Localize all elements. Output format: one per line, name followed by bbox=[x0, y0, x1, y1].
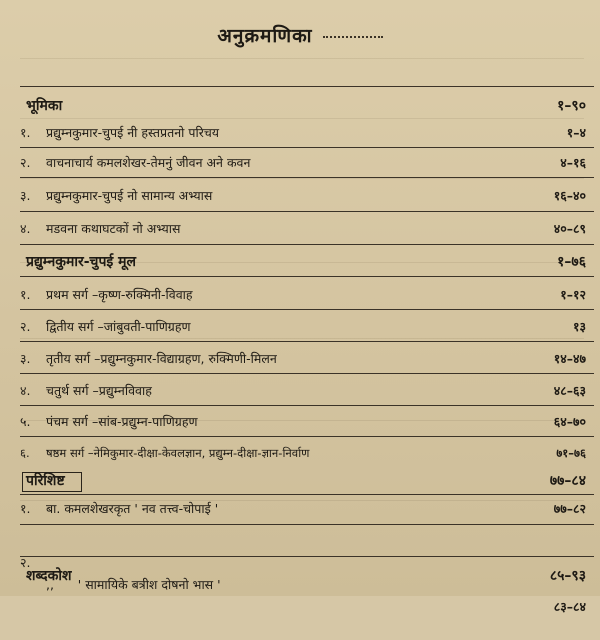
entry-pages: ७१–७६ bbox=[556, 446, 586, 460]
entry-pages: ४८–६३ bbox=[553, 383, 586, 398]
entry-pages: ४–१६ bbox=[560, 155, 586, 170]
section-rule bbox=[20, 276, 594, 277]
entry-pages: १४–४७ bbox=[553, 351, 586, 366]
entry-text: षष्ठम सर्ग –नेमिकुमार-दीक्षा-केवलज्ञान, प्रद्युम्न-दीक्षा-ज्ञान-निर्वाण bbox=[46, 446, 310, 460]
title-dots bbox=[323, 36, 383, 38]
entry-pages: ६४–७० bbox=[553, 414, 586, 429]
section-rule bbox=[20, 494, 594, 495]
entry-rule bbox=[20, 556, 594, 557]
entry-text: तृतीय सर्ग –प्रद्युम्नकुमार-विद्याग्रहण, रुक्मिणी-मिलन bbox=[46, 351, 277, 366]
section-pages: ७७–८४ bbox=[549, 473, 586, 489]
entry-pages: ४०–८९ bbox=[553, 221, 586, 236]
entry-number: ४. bbox=[20, 221, 31, 236]
page-title bbox=[0, 22, 600, 48]
toc-entry bbox=[0, 316, 600, 338]
entry-text: मडवना कथाघटकों नो अभ्यास bbox=[46, 221, 181, 236]
entry-pages: ७७–८२ bbox=[553, 501, 586, 516]
toc-entry bbox=[0, 498, 600, 520]
entry-rule bbox=[20, 524, 594, 525]
section-heading-shabdakosh bbox=[0, 564, 600, 588]
section-heading-bhumika bbox=[0, 94, 600, 118]
entry-pages: १३ bbox=[572, 319, 586, 334]
entry-number: ४. bbox=[20, 383, 31, 398]
entry-rule bbox=[20, 147, 594, 148]
toc-entry bbox=[0, 411, 600, 433]
entry-text: चतुर्थ सर्ग –प्रद्युम्नविवाह bbox=[46, 383, 152, 398]
entry-number: २. bbox=[20, 555, 31, 570]
entry-number: ६. bbox=[20, 446, 30, 460]
entry-rule bbox=[20, 177, 594, 178]
section-pages: ८५–९३ bbox=[549, 568, 586, 584]
toc-entry bbox=[0, 380, 600, 402]
section-heading-mool bbox=[0, 250, 600, 274]
entry-pages: १६–४० bbox=[553, 188, 586, 203]
bleed-through-line bbox=[20, 118, 584, 119]
section-heading-parishisht bbox=[0, 469, 600, 493]
entry-rule bbox=[20, 373, 594, 374]
entry-text: वाचनाचार्य कमलशेखर-तेमनुं जीवन अने कवन bbox=[46, 155, 251, 170]
bleed-through-line bbox=[20, 178, 584, 179]
toc-entry bbox=[0, 122, 600, 144]
bleed-through-line bbox=[20, 58, 584, 59]
section-label: प्रद्युम्नकुमार-चुपई मूल bbox=[26, 254, 137, 270]
entry-text: बा. कमलशेखरकृत ' नव तत्त्व-चोपाई ' bbox=[46, 501, 219, 516]
entry-rule bbox=[20, 244, 594, 245]
entry-text: प्रद्युम्नकुमार-चुपई नी हस्तप्रतनो परिचय bbox=[46, 125, 220, 140]
entry-number: ५. bbox=[20, 414, 31, 429]
section-rule bbox=[20, 86, 594, 87]
entry-pages: १–१२ bbox=[560, 287, 586, 302]
toc-entry bbox=[0, 218, 600, 240]
toc-entry bbox=[0, 152, 600, 174]
toc-entry bbox=[0, 185, 600, 207]
section-label: परिशिष्ट bbox=[26, 473, 65, 489]
entry-number: १. bbox=[20, 287, 31, 302]
toc-entry bbox=[0, 348, 600, 370]
title-text: अनुक्रमणिका bbox=[217, 25, 313, 47]
entry-number: १. bbox=[20, 125, 31, 140]
toc-entry bbox=[0, 442, 600, 464]
entry-text: पंचम सर्ग –सांब-प्रद्युम्न-पाणिग्रहण bbox=[46, 414, 198, 429]
bleed-through-line bbox=[20, 338, 584, 339]
entry-rule bbox=[20, 309, 594, 310]
entry-rule bbox=[20, 436, 594, 437]
entry-number: ३. bbox=[20, 188, 31, 203]
entry-text: प्रद्युम्नकुमार-चुपई नो सामान्य अभ्यास bbox=[46, 188, 213, 203]
entry-number: २. bbox=[20, 319, 31, 334]
entry-text: ,, ' सामायिके बत्रीश दोषनो भास ' bbox=[46, 577, 221, 592]
entry-rule bbox=[20, 341, 594, 342]
section-label: भूमिका bbox=[26, 98, 63, 114]
entry-number: ३. bbox=[20, 351, 31, 366]
entry-text: प्रथम सर्ग –कृष्ण-रुक्मिनी-विवाह bbox=[46, 287, 193, 302]
entry-rule bbox=[20, 211, 594, 212]
entry-number: २. bbox=[20, 155, 31, 170]
entry-pages: ८३–८४ bbox=[553, 599, 586, 614]
section-label: शब्दकोश bbox=[26, 568, 72, 584]
entry-text: द्वितीय सर्ग –जांबुवती-पाणिग्रहण bbox=[46, 319, 191, 334]
entry-pages: १–४ bbox=[566, 125, 586, 140]
entry-rule bbox=[20, 405, 594, 406]
entry-number: १. bbox=[20, 501, 31, 516]
section-pages: १–९० bbox=[557, 98, 586, 114]
section-pages: १–७६ bbox=[557, 254, 586, 270]
toc-entry bbox=[0, 284, 600, 306]
